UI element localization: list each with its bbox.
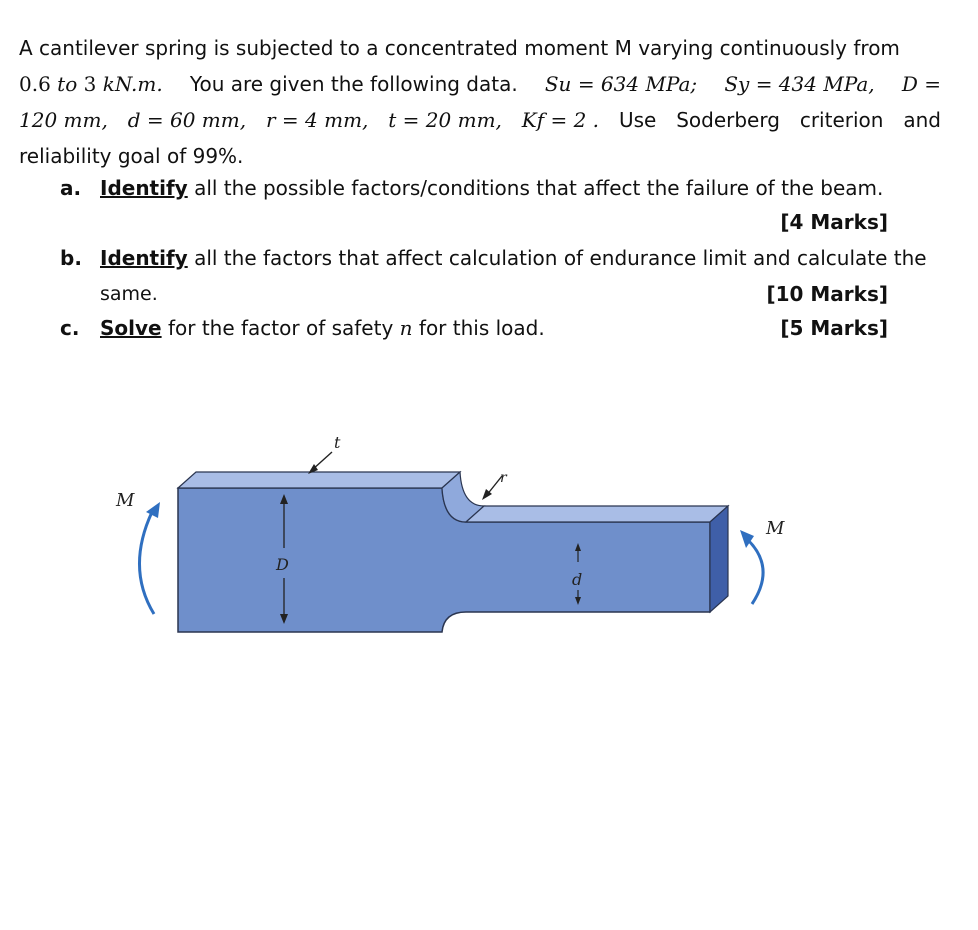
question-c-marks: [5 Marks] [780,316,888,340]
question-a-label: a. [60,176,82,200]
label-M-right: M [766,518,785,539]
question-b-text: Identify all the factors that affect calculation of endurance limit and calculate the [100,246,927,270]
question-c-text: Solve for the factor of safety n for this load. [100,316,545,340]
label-t: t [334,433,341,452]
question-b-label: b. [60,246,82,270]
bar-end-face [710,506,728,612]
moment-range: 0.6 to 3 kN.m. [19,72,163,96]
diameter-label: D = [901,72,941,96]
label-D: D [276,555,289,574]
label-r: r [500,470,507,486]
value-r: r = 4 mm, [265,108,369,132]
data-intro: You are given the following data. [189,72,518,96]
statement-line-1 [19,30,941,66]
question-c-label: c. [60,316,80,340]
question-b-marks: [10 Marks] [766,282,888,306]
stepped-bar-figure [100,420,820,660]
statement-line-2 [19,66,941,102]
question-a-marks: [4 Marks] [780,210,888,234]
bar-top-face-narrow [466,506,728,522]
question-a-text: Identify all the possible factors/conditions that affect the failure of the beam. [100,176,884,200]
left-moment-arc [139,512,154,614]
statement-line-4: reliability goal of 99%. [19,144,244,168]
label-M-left: M [116,490,135,511]
statement-text-1: A cantilever spring is subjected to a concentrated moment M varying continuously from [19,36,900,60]
bar-top-face-wide [178,472,460,488]
left-moment-arrow-icon [146,502,160,518]
question-b-continuation: same. [100,283,158,305]
value-t: t = 20 mm, [388,108,502,132]
label-d: d [572,570,583,589]
value-kf: Kf = 2 . [521,108,600,132]
ultimate-strength: Su = 634 MPa; [544,72,698,96]
right-moment-arc [748,540,763,604]
problem-statement [19,30,941,174]
value-D: 120 mm, [19,108,108,132]
statement-line-3: 120 mm, d = 60 mm, r = 4 mm, t = 20 mm, Kf = 2 . Use Soderberg criterion and [19,102,941,138]
yield-strength: Sy = 434 MPa, [724,72,875,96]
value-d: d = 60 mm, [127,108,247,132]
